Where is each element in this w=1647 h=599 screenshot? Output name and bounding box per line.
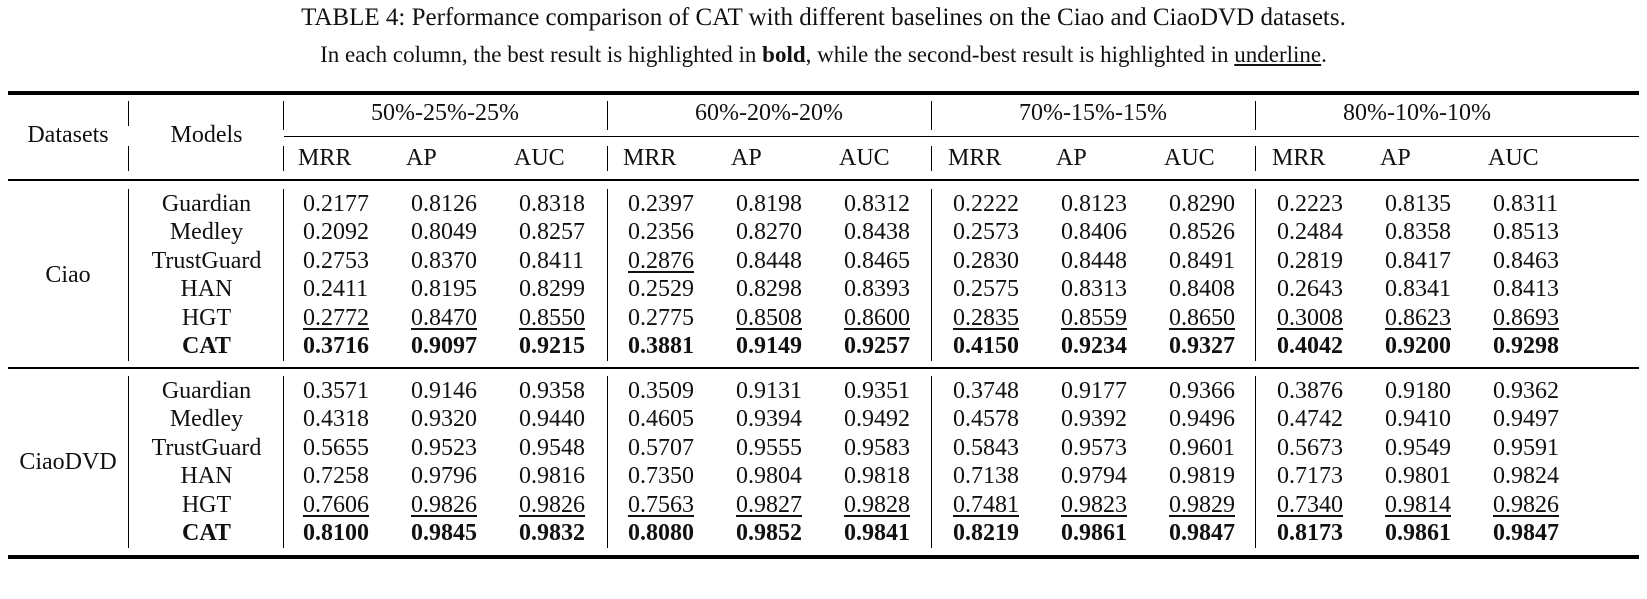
header-metric: AUC — [1164, 145, 1215, 171]
table-cell: 0.9829 — [1169, 491, 1235, 518]
table-cell: 0.8299 — [519, 276, 585, 303]
table-cell: 0.8080 — [628, 520, 694, 546]
table-cell: 0.8406 — [1061, 219, 1127, 246]
column-separator — [283, 146, 284, 171]
header-metric: AUC — [839, 145, 890, 171]
table-cell: 0.2753 — [303, 247, 369, 274]
column-separator — [931, 146, 932, 171]
table-cell: 0.8463 — [1493, 247, 1559, 274]
table-cell: 0.8358 — [1385, 219, 1451, 246]
column-separator — [1255, 189, 1256, 361]
table-cell: 0.9794 — [1061, 463, 1127, 490]
table-cell: 0.4605 — [628, 406, 694, 433]
table-cell: 0.4578 — [953, 406, 1019, 433]
table-cell: 0.9814 — [1385, 491, 1451, 518]
table-cell: 0.2876 — [628, 247, 694, 274]
caption-note-underline: underline — [1234, 42, 1322, 67]
table-cell: 0.9177 — [1061, 378, 1127, 404]
table-cell: 0.8465 — [844, 247, 910, 274]
table-cell: 0.8126 — [411, 191, 477, 217]
table-cell: 0.2223 — [1277, 191, 1343, 217]
table-cell: 0.8198 — [736, 191, 802, 217]
model-name: Medley — [169, 219, 244, 246]
table-cell: 0.9832 — [519, 520, 585, 546]
table-cell: 0.7173 — [1277, 463, 1343, 490]
header-metric: MRR — [298, 145, 352, 171]
model-name: Medley — [169, 406, 244, 433]
model-name: Guardian — [161, 378, 252, 404]
table-cell: 0.8448 — [736, 247, 802, 274]
column-separator — [607, 376, 608, 548]
column-separator — [128, 146, 129, 171]
table-cell: 0.9827 — [736, 491, 802, 518]
caption-note-end: . — [1321, 42, 1327, 67]
table-cell: 0.9548 — [519, 434, 585, 461]
table-cell: 0.8370 — [411, 247, 477, 274]
table-cell: 0.2529 — [628, 276, 694, 303]
table-cell: 0.9351 — [844, 378, 910, 404]
table-cell: 0.9841 — [844, 520, 910, 546]
table-cell: 0.5843 — [953, 434, 1019, 461]
dataset-label: CiaoDVD — [19, 449, 117, 475]
table-cell: 0.8600 — [844, 304, 910, 331]
header-split-2: 60%-20%-20% — [695, 100, 843, 126]
table-cell: 0.4150 — [953, 333, 1019, 359]
header-split-3: 70%-15%-15% — [1019, 100, 1167, 126]
table-cell: 0.2643 — [1277, 276, 1343, 303]
model-name: HAN — [180, 463, 233, 490]
table-cell: 0.2411 — [303, 276, 369, 303]
table-cell: 0.8413 — [1493, 276, 1559, 303]
table-cell: 0.9298 — [1493, 333, 1559, 359]
table-cell: 0.7350 — [628, 463, 694, 490]
table-cell: 0.8448 — [1061, 247, 1127, 274]
column-separator — [1255, 376, 1256, 548]
model-name: HAN — [180, 276, 233, 303]
model-name: TrustGuard — [151, 247, 262, 274]
column-separator — [931, 376, 932, 548]
table-cell: 0.8550 — [519, 304, 585, 331]
table-cell: 0.9131 — [736, 378, 802, 404]
table-cell: 0.8123 — [1061, 191, 1127, 217]
header-metric: AP — [731, 145, 762, 171]
table-cell: 0.9320 — [411, 406, 477, 433]
table-cell: 0.9845 — [411, 520, 477, 546]
header-rule — [8, 179, 1639, 181]
header-metric: AP — [1380, 145, 1411, 171]
table-cell: 0.9358 — [519, 378, 585, 404]
table-cell: 0.8195 — [411, 276, 477, 303]
header-models: Models — [170, 122, 243, 148]
table-cell: 0.8270 — [736, 219, 802, 246]
table-cell: 0.9410 — [1385, 406, 1451, 433]
table-cell: 0.8219 — [953, 520, 1019, 546]
table-cell: 0.8173 — [1277, 520, 1343, 546]
table-cell: 0.9392 — [1061, 406, 1127, 433]
table-cell: 0.9146 — [411, 378, 477, 404]
header-metric: AP — [1056, 145, 1087, 171]
table-caption: TABLE 4: Performance comparison of CAT with different baselines on the Ciao and CiaoDVD datasets. — [301, 4, 1346, 31]
table-cell: 0.3881 — [628, 333, 694, 359]
table-cell: 0.7481 — [953, 491, 1019, 518]
table-cell: 0.2222 — [953, 191, 1019, 217]
table-cell: 0.8508 — [736, 304, 802, 331]
table-cell: 0.2835 — [953, 304, 1019, 331]
table-cell: 0.8311 — [1493, 191, 1559, 217]
table-cell: 0.9591 — [1493, 434, 1559, 461]
model-name: Guardian — [161, 191, 252, 217]
bottom-rule — [8, 555, 1639, 559]
header-metric: MRR — [623, 145, 677, 171]
group-rule — [8, 367, 1639, 369]
table-cell: 0.9492 — [844, 406, 910, 433]
model-name: CAT — [182, 520, 231, 546]
table-cell: 0.8318 — [519, 191, 585, 217]
table-cell: 0.9362 — [1493, 378, 1559, 404]
caption-note-bold: bold — [762, 42, 806, 67]
table-cell: 0.9394 — [736, 406, 802, 433]
top-rule — [8, 91, 1639, 95]
model-name: HGT — [181, 304, 232, 331]
table-cell: 0.9861 — [1061, 520, 1127, 546]
table-caption-note — [0, 40, 1647, 70]
table-cell: 0.9819 — [1169, 463, 1235, 490]
table-cell: 0.9824 — [1493, 463, 1559, 490]
column-separator — [128, 189, 129, 361]
header-datasets: Datasets — [27, 122, 109, 148]
table-cell: 0.2177 — [303, 191, 369, 217]
table-cell: 0.5673 — [1277, 434, 1343, 461]
table-cell: 0.9149 — [736, 333, 802, 359]
table-cell: 0.5707 — [628, 434, 694, 461]
table-cell: 0.8513 — [1493, 219, 1559, 246]
table-cell: 0.9440 — [519, 406, 585, 433]
table-cell: 0.9257 — [844, 333, 910, 359]
model-name: CAT — [182, 333, 231, 359]
table-cell: 0.3008 — [1277, 304, 1343, 331]
table-cell: 0.3876 — [1277, 378, 1343, 404]
table-cell: 0.4042 — [1277, 333, 1343, 359]
header-metric: AUC — [1488, 145, 1539, 171]
table-cell: 0.9497 — [1493, 406, 1559, 433]
table-cell: 0.7606 — [303, 491, 369, 518]
table-cell: 0.3571 — [303, 378, 369, 404]
header-metric: AP — [406, 145, 437, 171]
table-cell: 0.8393 — [844, 276, 910, 303]
table-cell: 0.9826 — [1493, 491, 1559, 518]
table-cell: 0.5655 — [303, 434, 369, 461]
header-metric: AUC — [514, 145, 565, 171]
table-cell: 0.9234 — [1061, 333, 1127, 359]
table-cell: 0.2775 — [628, 304, 694, 331]
header-metric: MRR — [1272, 145, 1326, 171]
table-cell: 0.9796 — [411, 463, 477, 490]
header-metric: MRR — [948, 145, 1002, 171]
table-cell: 0.7340 — [1277, 491, 1343, 518]
table-cell: 0.9366 — [1169, 378, 1235, 404]
table-cell: 0.9828 — [844, 491, 910, 518]
table-cell: 0.7258 — [303, 463, 369, 490]
table-cell: 0.8526 — [1169, 219, 1235, 246]
table-cell: 0.3509 — [628, 378, 694, 404]
table-cell: 0.9804 — [736, 463, 802, 490]
table-cell: 0.9573 — [1061, 434, 1127, 461]
column-separator — [607, 146, 608, 171]
table-cell: 0.9200 — [1385, 333, 1451, 359]
table-cell: 0.8100 — [303, 520, 369, 546]
header-split-1: 50%-25%-25% — [371, 100, 519, 126]
table-cell: 0.8417 — [1385, 247, 1451, 274]
table-cell: 0.8559 — [1061, 304, 1127, 331]
table-cell: 0.7563 — [628, 491, 694, 518]
table-cell: 0.9215 — [519, 333, 585, 359]
table-cell: 0.9496 — [1169, 406, 1235, 433]
table-cell: 0.8650 — [1169, 304, 1235, 331]
table-cell: 0.3748 — [953, 378, 1019, 404]
table-cell: 0.9818 — [844, 463, 910, 490]
caption-note-mid: , while the second-best result is highlighted in — [805, 42, 1235, 67]
table-cell: 0.9826 — [519, 491, 585, 518]
table-cell: 0.2830 — [953, 247, 1019, 274]
header-split-4: 80%-10%-10% — [1343, 100, 1491, 126]
table-cell: 0.9861 — [1385, 520, 1451, 546]
table-cell: 0.8298 — [736, 276, 802, 303]
table-cell: 0.2484 — [1277, 219, 1343, 246]
table-cell: 0.8290 — [1169, 191, 1235, 217]
table-cell: 0.8408 — [1169, 276, 1235, 303]
table-cell: 0.9816 — [519, 463, 585, 490]
table-cell: 0.8411 — [519, 247, 585, 274]
table-cell: 0.9823 — [1061, 491, 1127, 518]
table-cell: 0.8257 — [519, 219, 585, 246]
model-name: TrustGuard — [151, 434, 262, 461]
table-cell: 0.8049 — [411, 219, 477, 246]
table-cell: 0.9826 — [411, 491, 477, 518]
column-separator — [283, 376, 284, 548]
table-cell: 0.9555 — [736, 434, 802, 461]
table-cell: 0.9847 — [1493, 520, 1559, 546]
table-cell: 0.2772 — [303, 304, 369, 331]
table-cell: 0.8491 — [1169, 247, 1235, 274]
table-cell: 0.2356 — [628, 219, 694, 246]
table-cell: 0.8438 — [844, 219, 910, 246]
column-separator — [128, 101, 129, 126]
table-cell: 0.2575 — [953, 276, 1019, 303]
table-cell: 0.8313 — [1061, 276, 1127, 303]
table-cell: 0.2092 — [303, 219, 369, 246]
table-cell: 0.9523 — [411, 434, 477, 461]
caption-note-pre: In each column, the best result is highlighted in — [320, 42, 763, 67]
column-separator — [1255, 146, 1256, 171]
column-separator — [931, 189, 932, 361]
table-cell: 0.9801 — [1385, 463, 1451, 490]
model-name: HGT — [181, 491, 232, 518]
table-cell: 0.8470 — [411, 304, 477, 331]
table-cell: 0.9180 — [1385, 378, 1451, 404]
table-cell: 0.9327 — [1169, 333, 1235, 359]
table-cell: 0.9601 — [1169, 434, 1235, 461]
column-separator — [283, 189, 284, 361]
table-cell: 0.2573 — [953, 219, 1019, 246]
split-underline — [284, 136, 1639, 137]
table-cell: 0.9583 — [844, 434, 910, 461]
table-cell: 0.3716 — [303, 333, 369, 359]
table-cell: 0.4742 — [1277, 406, 1343, 433]
table-cell: 0.8693 — [1493, 304, 1559, 331]
table-cell: 0.9852 — [736, 520, 802, 546]
column-separator — [128, 376, 129, 548]
dataset-label: Ciao — [45, 262, 91, 288]
table-cell: 0.9097 — [411, 333, 477, 359]
column-separator — [607, 189, 608, 361]
table-cell: 0.8341 — [1385, 276, 1451, 303]
table-cell: 0.2397 — [628, 191, 694, 217]
table-cell: 0.9549 — [1385, 434, 1451, 461]
table-cell: 0.7138 — [953, 463, 1019, 490]
table-cell: 0.8135 — [1385, 191, 1451, 217]
table-cell: 0.8312 — [844, 191, 910, 217]
table-cell: 0.2819 — [1277, 247, 1343, 274]
table-cell: 0.4318 — [303, 406, 369, 433]
table-cell: 0.8623 — [1385, 304, 1451, 331]
table-cell: 0.9847 — [1169, 520, 1235, 546]
